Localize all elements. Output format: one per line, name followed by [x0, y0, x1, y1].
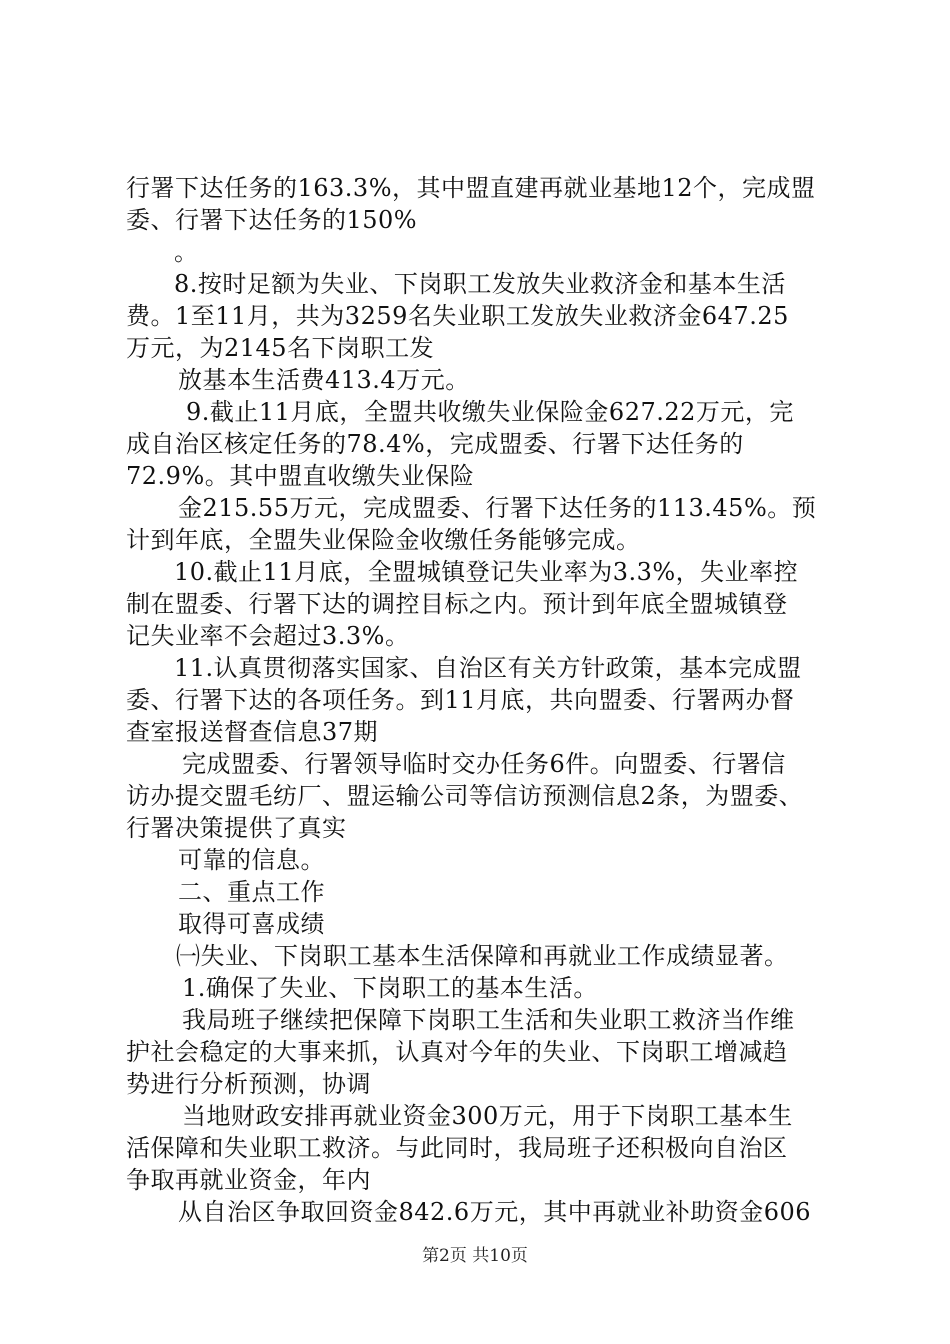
text-line: ㈠失业、下岗职工基本生活保障和再就业工作成绩显著。: [176, 942, 789, 970]
text-line: 完成盟委、行署领导临时交办任务6件。向盟委、行署信: [182, 750, 786, 778]
text-line: 势进行分析预测，协调: [126, 1070, 371, 1098]
text-line: 从自治区争取回资金842.6万元，其中再就业补助资金606: [178, 1198, 812, 1226]
text-line: 8.按时足额为失业、下岗职工发放失业救济金和基本生活: [174, 270, 786, 298]
text-line: 当地财政安排再就业资金300万元，用于下岗职工基本生: [182, 1102, 793, 1130]
text-line: 行署下达任务的163.3%，其中盟直建再就业基地12个，完成盟: [126, 174, 816, 202]
text-line: 可靠的信息。: [178, 846, 325, 874]
text-line: 争取再就业资金，年内: [126, 1166, 371, 1194]
text-line: 放基本生活费413.4万元。: [178, 366, 470, 394]
text-line: 费。1至11月，共为3259名失业职工发放失业救济金647.25: [126, 302, 789, 330]
text-line: 记失业率不会超过3.3%。: [126, 622, 410, 650]
text-line: 委、行署下达任务的150%: [126, 206, 418, 234]
text-line: 护社会稳定的大事来抓，认真对今年的失业、下岗职工增减趋: [126, 1038, 788, 1066]
text-line: 制在盟委、行署下达的调控目标之内。预计到年底全盟城镇登: [126, 590, 788, 618]
text-line: 10.截止11月底，全盟城镇登记失业率为3.3%，失业率控: [174, 558, 799, 586]
text-line: 我局班子继续把保障下岗职工生活和失业职工救济当作维: [182, 1006, 795, 1034]
text-line: 9.截止11月底，全盟共收缴失业保险金627.22万元，完: [186, 398, 794, 426]
text-line: 72.9%。其中盟直收缴失业保险: [126, 462, 475, 490]
text-line: 查室报送督查信息37期: [126, 718, 379, 746]
text-line: 二、重点工作: [178, 878, 325, 906]
text-line: 万元，为2145名下岗职工发: [126, 334, 435, 362]
text-line: 委、行署下达的各项任务。到11月底，共向盟委、行署两办督: [126, 686, 795, 714]
text-line: 取得可喜成绩: [178, 910, 325, 938]
text-line: 成自治区核定任务的78.4%，完成盟委、行署下达任务的: [126, 430, 744, 458]
text-line: 活保障和失业职工救济。与此同时，我局班子还积极向自治区: [126, 1134, 788, 1162]
page-footer: 第2页 共10页: [422, 1246, 528, 1266]
text-line: 1.确保了失业、下岗职工的基本生活。: [182, 974, 598, 1002]
text-line: 金215.55万元，完成盟委、行署下达任务的113.45%。预: [178, 494, 817, 522]
text-line: 计到年底，全盟失业保险金收缴任务能够完成。: [126, 526, 641, 554]
text-line: 行署决策提供了真实: [126, 814, 347, 842]
text-line: 访办提交盟毛纺厂、盟运输公司等信访预测信息2条，为盟委、: [126, 782, 804, 810]
text-line: 。: [174, 238, 199, 266]
text-line: 11.认真贯彻落实国家、自治区有关方针政策，基本完成盟: [174, 654, 802, 682]
document-body: [126, 172, 840, 1228]
